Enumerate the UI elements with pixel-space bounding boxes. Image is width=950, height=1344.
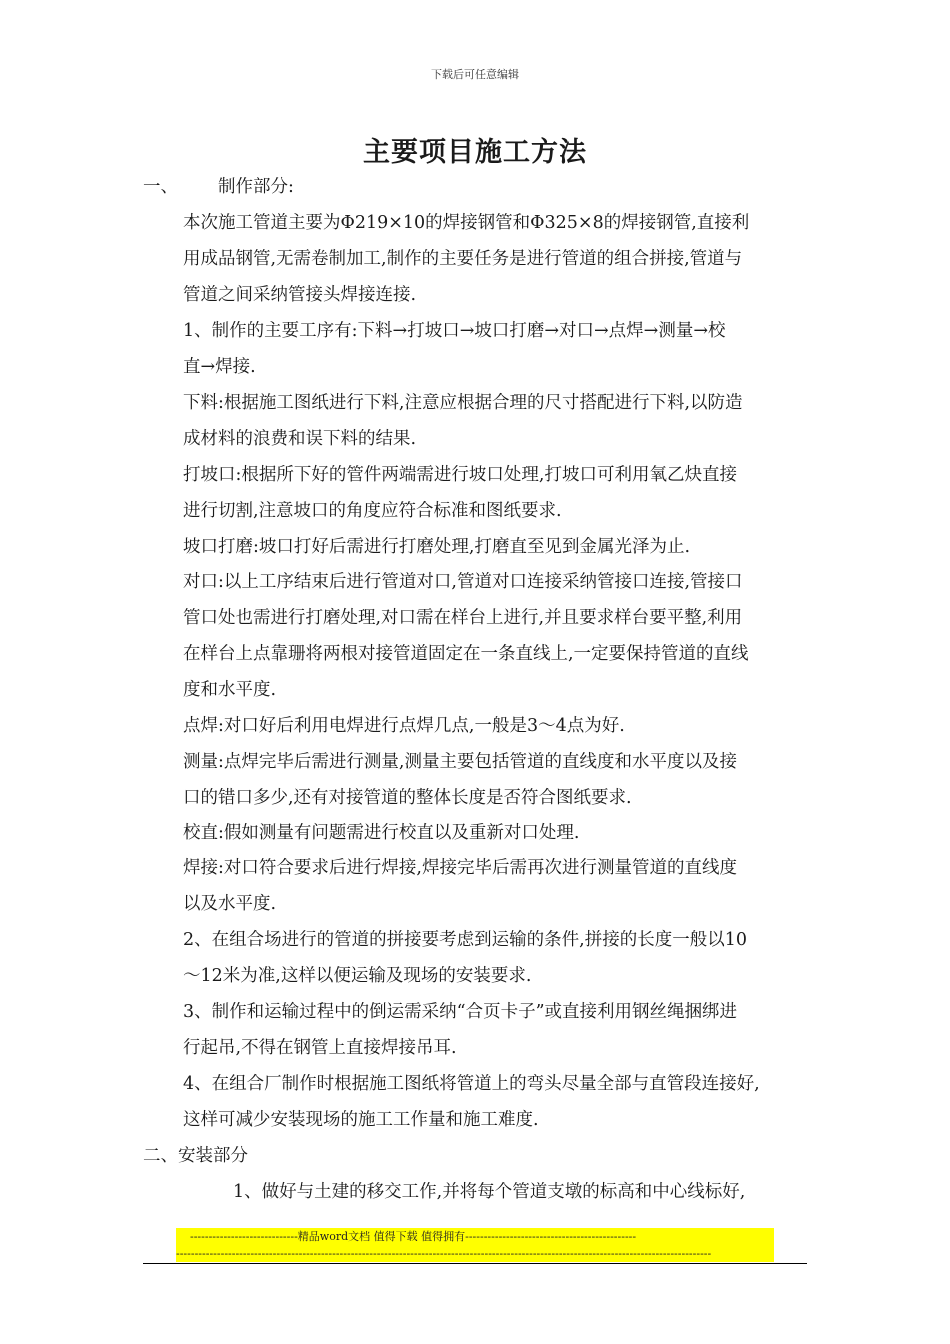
body-line: 校直:假如测量有问题需进行校直以及重新对口处理. [183, 823, 580, 843]
body-line: 口的错口多少,还有对接管道的整体长度是否符合图纸要求. [183, 788, 632, 808]
footer-banner [176, 1228, 774, 1262]
body-line: ～12米为准,这样以便运输及现场的安装要求. [183, 966, 532, 986]
body-line: 打坡口:根据所下好的管件两端需进行坡口处理,打坡口可利用氧乙炔直接 [183, 465, 737, 485]
body-line: 下料:根据施工图纸进行下料,注意应根据合理的尺寸搭配进行下料,以防造 [183, 393, 743, 413]
body-line: 用成品钢管,无需卷制加工,制作的主要任务是进行管道的组合拼接,管道与 [183, 249, 743, 269]
body-line: 管口处也需进行打磨处理,对口需在样台上进行,并且要求样台要平整,利用 [183, 608, 743, 628]
body-line: 度和水平度. [183, 680, 277, 700]
body-line: 4、在组合厂制作时根据施工图纸将管道上的弯头尽量全部与直管段连接好, [183, 1074, 760, 1094]
section-heading-1 [143, 176, 294, 198]
page-title: 主要项目施工方法 [363, 137, 587, 168]
body-line: 成材料的浪费和误下料的结果. [183, 429, 417, 449]
body-line: 在样台上点靠珊将两根对接管道固定在一条直线上,一定要保持管道的直线 [183, 644, 749, 664]
section-title: 制作部分: [218, 177, 294, 197]
body-line: 1、制作的主要工序有:下料→打坡口→坡口打磨→对口→点焊→测量→校 [183, 321, 726, 341]
body-line: 3、制作和运输过程中的倒运需采纳“合页卡子”或直接利用钢丝绳捆绑进 [183, 1002, 738, 1022]
body-line: 焊接:对口符合要求后进行焊接,焊接完毕后需再次进行测量管道的直线度 [183, 858, 737, 878]
header-note: 下载后可任意编辑 [431, 68, 519, 81]
section-number: 一、 [143, 177, 178, 197]
footer-divider [143, 1263, 807, 1264]
body-line: 本次施工管道主要为Φ219×10的焊接钢管和Φ325×8的焊接钢管,直接利 [183, 213, 750, 233]
body-line: 以及水平度. [183, 894, 277, 914]
body-line: 2、在组合场进行的管道的拼接要考虑到运输的条件,拼接的长度一般以10 [183, 930, 747, 950]
section-heading-2: 二、安装部分 [143, 1146, 248, 1166]
body-line: 坡口打磨:坡口打好后需进行打磨处理,打磨直至见到金属光泽为止. [183, 537, 691, 557]
body-line: 点焊:对口好后利用电焊进行点焊几点,一般是3～4点为好. [183, 716, 625, 736]
footer-banner-dashes: ------------------------------------------------------------------------------------------------------------------------------------------------ [176, 1247, 712, 1260]
body-line: 直→焊接. [183, 357, 256, 377]
body-line: 测量:点焊完毕后需进行测量,测量主要包括管道的直线度和水平度以及接 [183, 752, 737, 772]
body-line: 对口:以上工序结束后进行管道对口,管道对口连接采纳管接口连接,管接口 [183, 572, 743, 592]
footer-banner-text: -----------------------------精品word文档 值得下载 值得拥有---------------------------------------------- [190, 1230, 637, 1243]
body-line: 进行切割,注意坡口的角度应符合标准和图纸要求. [183, 501, 562, 521]
body-line: 管道之间采纳管接头焊接连接. [183, 285, 417, 305]
body-line: 这样可减少安装现场的施工工作量和施工难度. [183, 1110, 539, 1130]
body-line: 行起吊,不得在钢管上直接焊接吊耳. [183, 1038, 457, 1058]
body-line: 1、做好与土建的移交工作,并将每个管道支墩的标高和中心线标好, [233, 1182, 746, 1202]
